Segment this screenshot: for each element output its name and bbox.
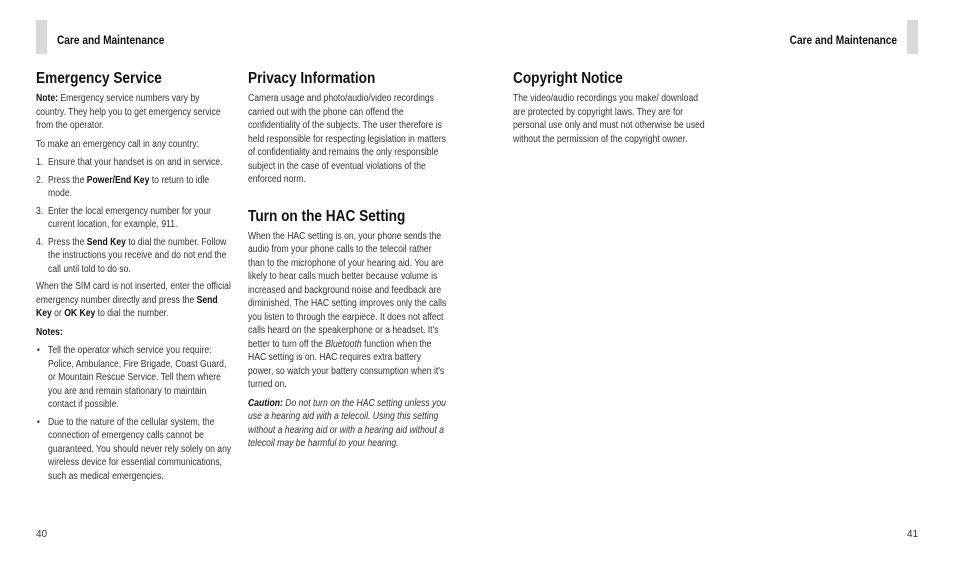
note-text: Emergency service numbers vary by country. They help you to get emergency service from the operator. bbox=[36, 93, 221, 131]
bullet-icon: • bbox=[36, 416, 40, 428]
step-text-part: Send Key bbox=[86, 236, 126, 248]
note-item-text: Tell the operator which service you require: Police, Ambulance, Fire Brigade, Coast Guard, or Mountain Rescue Service. Tell them where you are and remain stationary to maintain contact if possible. bbox=[48, 345, 227, 410]
privacy-information-title: Privacy Information bbox=[248, 70, 376, 87]
step-text-part: to return to idle mode. bbox=[48, 174, 210, 199]
copyright-notice-body: The video/audio recordings you make/ download are protected by copyright laws. They are for personal use only and must not otherwise be used without the permission of the copyright owner. bbox=[513, 93, 705, 145]
step-text-part: Press the bbox=[48, 236, 87, 248]
emergency-step bbox=[36, 174, 232, 201]
note-label: Note: bbox=[36, 93, 58, 104]
step-text-part: to dial the number. Follow the instructions you receive and do not end the call until told to do so. bbox=[48, 236, 227, 275]
notes-label-text: Notes: bbox=[36, 326, 63, 338]
step-text-part: Enter the local emergency number for your current location, for example, 911. bbox=[48, 205, 212, 230]
note-item-text: Due to the nature of the cellular system, the connection of emergency calls cannot be guaranteed. You should never rely solely on any wireless device for essential communications, such as medical emergencies. bbox=[48, 416, 232, 482]
hac-setting-body-wrap bbox=[248, 230, 448, 451]
emergency-steps-list bbox=[36, 156, 232, 276]
caution-text: Do not turn on the HAC setting unless you use a hearing aid with a telecoil. Using this setting without a hearing aid or with a hearing aid without a telecoil may be harmful to your hearing. bbox=[248, 397, 446, 449]
sim-card-paragraph bbox=[36, 280, 232, 321]
step-text-part: Power/End Key bbox=[86, 174, 150, 186]
emergency-step bbox=[36, 205, 232, 232]
copyright-notice-title: Copyright Notice bbox=[513, 70, 623, 87]
page-number-left: 40 bbox=[36, 529, 48, 540]
page-number-right: 41 bbox=[907, 529, 919, 540]
sim-text-part: or bbox=[51, 308, 65, 319]
privacy-information-body-wrap bbox=[248, 92, 448, 187]
right-running-head: Care and Maintenance bbox=[789, 35, 897, 47]
emergency-service-section bbox=[36, 69, 232, 487]
emergency-intro: To make an emergency call in any country: bbox=[36, 138, 200, 150]
privacy-hac-column bbox=[248, 69, 448, 456]
left-header-tab bbox=[36, 20, 47, 54]
caution-label: Caution: bbox=[248, 397, 283, 409]
notes-label bbox=[36, 326, 232, 340]
hac-caution bbox=[248, 397, 448, 451]
note-item bbox=[36, 344, 232, 412]
emergency-step bbox=[36, 156, 232, 170]
copyright-notice-section bbox=[513, 69, 713, 151]
emergency-note bbox=[36, 92, 232, 133]
emergency-service-title: Emergency Service bbox=[36, 70, 162, 87]
hac-text-part: function when the HAC setting is on. HAC requires extra battery power, so watch your battery consumption when it's turned on. bbox=[248, 338, 445, 390]
sim-text-part: OK Key bbox=[64, 308, 96, 319]
step-number: 1. bbox=[36, 157, 44, 168]
hac-text-part: Bluetooth bbox=[325, 338, 362, 350]
left-running-head: Care and Maintenance bbox=[57, 35, 165, 47]
step-number: 2. bbox=[36, 174, 44, 186]
hac-setting-title: Turn on the HAC Setting bbox=[248, 207, 406, 225]
emergency-service-body bbox=[36, 92, 232, 483]
privacy-information-body: Camera usage and photo/audio/video recordings carried out with the phone can offend the confidentiality of the subjects. The user therefore is held responsible for respecting legislation in matters of confidentiality and remains the only responsible subject in the case of eventual violations of the enforced norm. bbox=[248, 93, 446, 185]
note-item bbox=[36, 416, 232, 484]
step-text-part: Ensure that your handset is on and in service. bbox=[48, 157, 223, 168]
hac-setting-body bbox=[248, 230, 448, 392]
emergency-step bbox=[36, 236, 232, 277]
step-text-part: Press the bbox=[48, 174, 87, 186]
right-header-tab bbox=[907, 20, 918, 54]
bullet-icon: • bbox=[36, 345, 40, 356]
sim-text-part: Send Key bbox=[36, 294, 218, 319]
hac-text-part: When the HAC setting is on, your phone sends the audio from your phone calls to the telecoil rather than to the microphone of your hearing aid. You are likely to hear calls much better because volume is increased and background noise and feedback are diminished. The HAC setting improves only the calls you listen to through the earpiece. It does not affect calls heard on the speakerphone or a headset. It's better to turn off the bbox=[248, 230, 447, 350]
emergency-notes-list bbox=[36, 344, 232, 483]
sim-text-part: to dial the number. bbox=[95, 308, 169, 319]
step-number: 3. bbox=[36, 205, 44, 217]
sim-text-part: When the SIM card is not inserted, enter the official emergency number directly and press the bbox=[36, 281, 231, 306]
copyright-notice-body-wrap bbox=[513, 92, 713, 146]
step-number: 4. bbox=[36, 236, 44, 248]
